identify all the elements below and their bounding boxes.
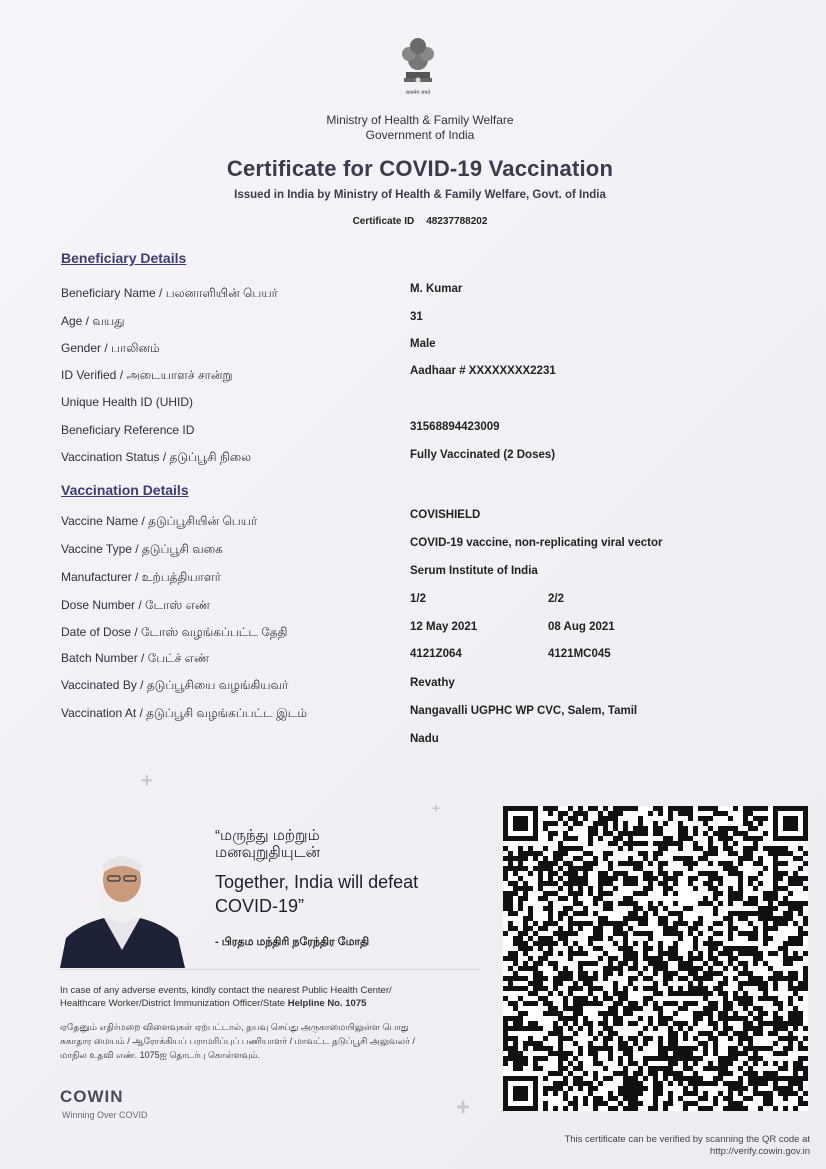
- plus-decoration-icon: +: [141, 770, 153, 792]
- dose-date-label: Date of Dose / டோஸ் வழங்கப்பட்ட தேதி: [61, 625, 288, 639]
- vaccination-at-value-line1: Nangavalli UGPHC WP CVC, Salem, Tamil: [410, 705, 638, 717]
- manufacturer-value: Serum Institute of India: [410, 565, 538, 577]
- helpline-number: Helpline No. 1075: [287, 998, 367, 1009]
- quote-english: [215, 870, 418, 918]
- uhid-label: Unique Health ID (UHID): [61, 395, 194, 409]
- ministry-block: [260, 113, 580, 143]
- cowin-logo: COWIN: [60, 1087, 124, 1106]
- quote-english-line2: COVID-19”: [215, 896, 305, 916]
- cowin-tagline: Winning Over COVID: [62, 1110, 148, 1120]
- vaccination-status-label: Vaccination Status / தடுப்பூசி நிலை: [61, 450, 252, 464]
- vaccine-type-label: Vaccine Type / தடுப்பூசி வகை: [61, 542, 223, 556]
- vaccination-at-value-line2: Nadu: [410, 733, 439, 745]
- vaccine-name-label: Vaccine Name / தடுப்பூசியின் பெயர்: [61, 514, 258, 528]
- vaccine-type-value: COVID-19 vaccine, non-replicating viral vector: [410, 537, 663, 549]
- verify-note: [470, 1134, 810, 1158]
- quote-attribution: - பிரதம மந்திரி நரேந்திர மோதி: [215, 936, 370, 948]
- vaccination-status-value: Fully Vaccinated (2 Doses): [410, 449, 556, 461]
- vaccinated-by-label: Vaccinated By / தடுப்பூசியை வழங்கியவர்: [61, 678, 289, 692]
- notice-tamil-line2: சுகாதார மையம் / ஆரோக்கியப் பராமரிப்புப் பணியாளர் / மாவட்ட தடுப்பூசி அலுவலர் /: [60, 1036, 415, 1046]
- vaccinated-by-value: Revathy: [410, 677, 455, 689]
- plus-decoration-icon: +: [432, 800, 441, 816]
- id-verified-value: Aadhaar # XXXXXXXX2231: [410, 365, 556, 377]
- vaccination-at-label: Vaccination At / தடுப்பூசி வழங்கப்பட்ட இடம்: [61, 706, 307, 720]
- emblem-caption: सत्यमेव जयते: [405, 90, 431, 96]
- quote-tamil: [215, 827, 320, 861]
- certificate-id-label: Certificate ID: [352, 216, 415, 227]
- reference-id-label: Beneficiary Reference ID: [61, 423, 195, 437]
- beneficiary-name-label: Beneficiary Name / பலனாளியின் பெயர்: [61, 286, 278, 300]
- gender-value: Male: [410, 338, 436, 350]
- quote-tamil-line2: மனவுறுதியுடன்: [215, 844, 321, 861]
- manufacturer-label: Manufacturer / உற்பத்தியாளர்: [61, 570, 221, 584]
- national-emblem-icon: [398, 32, 438, 104]
- id-verified-label: ID Verified / அடையாளச் சான்று: [61, 368, 233, 382]
- certificate-title: Certificate for COVID-19 Vaccination: [226, 156, 614, 181]
- beneficiary-name-value: M. Kumar: [410, 283, 463, 295]
- plus-decoration-icon: +: [456, 1094, 471, 1121]
- notice-tamil-line1: ஏதேனும் எதிர்மறை விளைவுகள் ஏற்பட்டால், தயவு செய்து அருகாமையிலுள்ள பொது: [60, 1022, 409, 1032]
- dose-1-value: 1/2: [410, 593, 426, 605]
- dose-1-date: 12 May 2021: [410, 621, 478, 633]
- age-label: Age / வயது: [61, 314, 125, 328]
- quote-english-line1: Together, India will defeat: [215, 872, 419, 892]
- gender-label: Gender / பாலினம்: [61, 341, 160, 355]
- quote-tamil-line1: “மருந்து மற்றும்: [215, 827, 320, 844]
- dose-2-value: 2/2: [548, 593, 564, 605]
- government-name: Government of India: [365, 128, 475, 142]
- divider: [60, 969, 480, 970]
- dose-2-date: 08 Aug 2021: [548, 621, 615, 633]
- ministry-name: Ministry of Health & Family Welfare: [326, 113, 514, 127]
- prime-minister-portrait: [60, 838, 185, 968]
- batch-2-value: 4121MC045: [548, 648, 611, 660]
- batch-1-value: 4121Z064: [410, 648, 462, 660]
- beneficiary-heading: Beneficiary Details: [61, 250, 187, 266]
- adverse-events-notice-tamil: [60, 1020, 480, 1062]
- reference-id-value: 31568894423009: [410, 421, 500, 433]
- adverse-events-notice-english: [60, 984, 480, 1010]
- vaccination-heading: Vaccination Details: [61, 482, 189, 498]
- qr-code[interactable]: [503, 806, 808, 1111]
- notice-english-line2: Healthcare Worker/District Immunization Officer/State: [60, 998, 286, 1009]
- verify-url[interactable]: http://verify.cowin.gov.in: [710, 1146, 810, 1157]
- age-value: 31: [410, 311, 423, 323]
- issued-by: Issued in India by Ministry of Health & Family Welfare, Govt. of India: [234, 189, 606, 201]
- notice-english-line1: In case of any adverse events, kindly contact the nearest Public Health Center/: [60, 985, 392, 996]
- dose-number-label: Dose Number / டோஸ் எண்: [61, 598, 211, 612]
- certificate-id-row: [300, 216, 540, 227]
- batch-number-label: Batch Number / பேட்ச் எண்: [61, 651, 210, 665]
- verify-line1: This certificate can be verified by scanning the QR code at: [564, 1134, 810, 1145]
- notice-tamil-line3: மாநில உதவி எண். 1075ஐ தொடர்பு கொள்ளவும்.: [60, 1050, 261, 1060]
- certificate-id-value: 48237788202: [426, 216, 488, 227]
- vaccine-name-value: COVISHIELD: [410, 509, 481, 521]
